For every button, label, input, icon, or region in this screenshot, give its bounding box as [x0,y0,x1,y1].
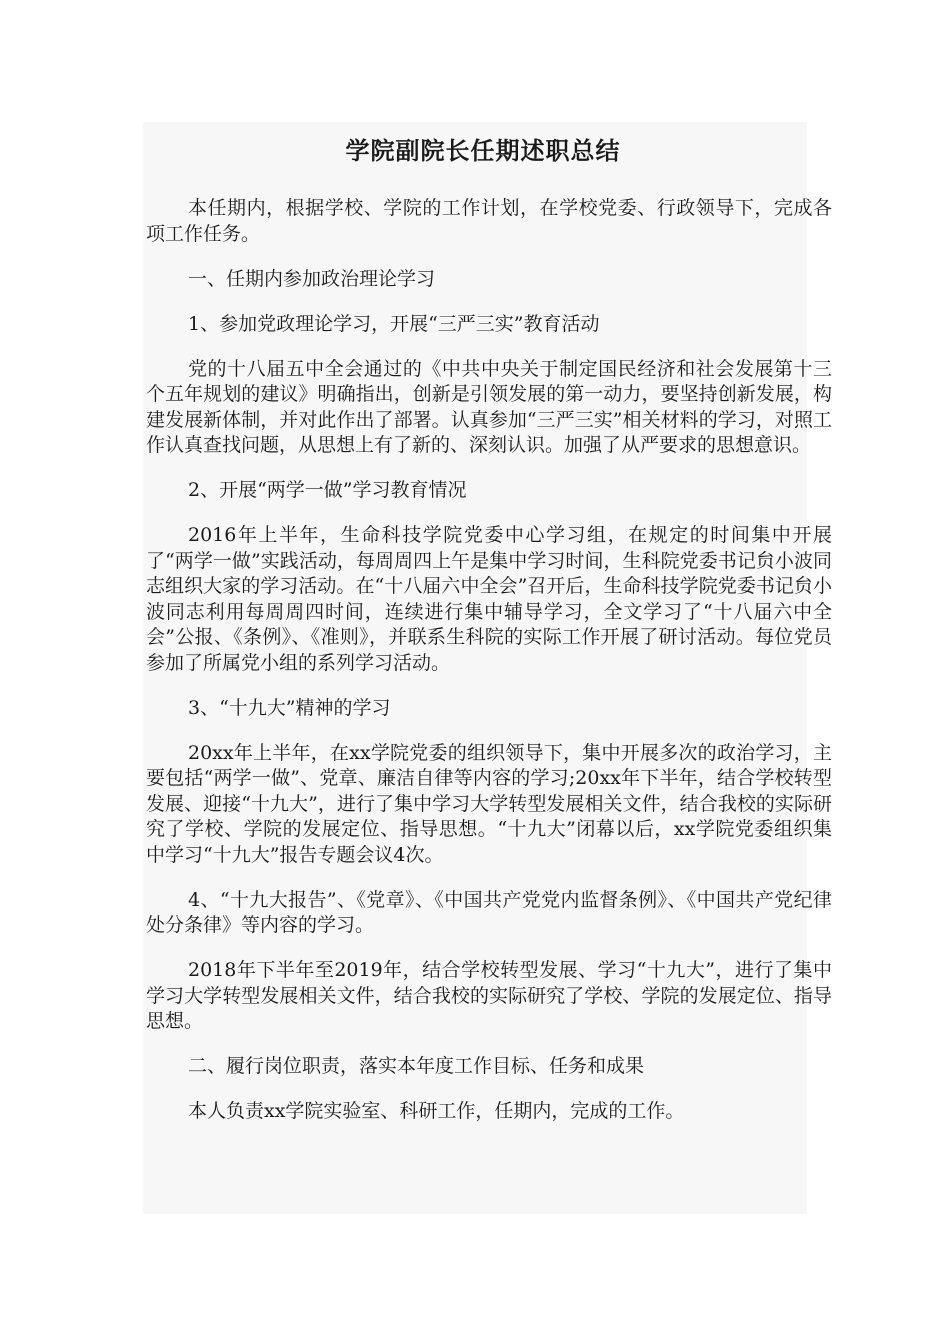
paragraph-1-2: 2016年上半年，生命科技学院党委中心学习组，在规定的时间集中开展了“两学一做”实践活动，每周周四上午是集中学习时间，生科院党委书记贠小波同志组织大家的学习活动。在“十八届六中全会”召开后，生命科技学院党委书记贠小波同志利用每周周四时间，连续进行集中辅导学习，全文学习了“十八届六中全会”公报、《条例》、《准则》，并联系生科院的实际工作开展了研讨活动。每位党员参加了所属党小组的系列学习活动。 [146,524,832,674]
subheading-1-1: 1、参加党政理论学习，开展“三严三实”教育活动 [188,312,600,335]
paragraph-2-1: 本人负责xx学院实验室、科研工作，任期内，完成的工作。 [188,1100,685,1122]
section-heading-1: 一、任期内参加政治理论学习 [188,267,436,290]
subheading-1-3: 3、“十九大”精神的学习 [188,696,391,719]
paragraph-1-4: 2018年下半年至2019年，结合学校转型发展、学习“十九大”，进行了集中学习大学转型发展相关文件，结合我校的实际研究了学校、学院的发展定位、指导思想。 [146,959,832,1032]
subheading-1-4: 4、“十九大报告”、《党章》、《中国共产党党内监督条例》、《中国共产党纪律处分条律》等内容的学习。 [146,888,832,936]
paragraph-1-1: 党的十八届五中全会通过的《中共中央关于制定国民经济和社会发展第十三个五年规划的建议》明确指出，创新是引领发展的第一动力，要坚持创新发展，构建发展新体制，并对此作出了部署。认真参加“三严三实”相关材料的学习，对照工作认真查找问题，从思想上有了新的、深刻认识。加强了从严要求的思想意识。 [146,357,832,456]
document-body [146,126,832,1125]
subheading-1-2: 2、开展“两学一做”学习教育情况 [188,479,467,501]
section-heading-2: 二、履行岗位职责，落实本年度工作目标、任务和成果 [188,1055,645,1077]
paragraph-1-3: 20xx年上半年，在xx学院党委的组织领导下，集中开展多次的政治学习，主要包括“两学一做”、党章、廉洁自律等内容的学习;20xx年下半年，结合学校转型发展、迎接“十九大”，进行了集中学习大学转型发展相关文件，结合我校的实际研究了学校、学院的发展定位、指导思想。“十九大”闭幕以后，xx学院党委组织集中学习“十九大”报告专题会议4次。 [146,741,832,866]
paragraph-intro: 本任期内，根据学校、学院的工作计划，在学校党委、行政领导下，完成各项工作任务。 [146,197,832,245]
document-title: 学院副院长任期述职总结 [345,136,621,165]
